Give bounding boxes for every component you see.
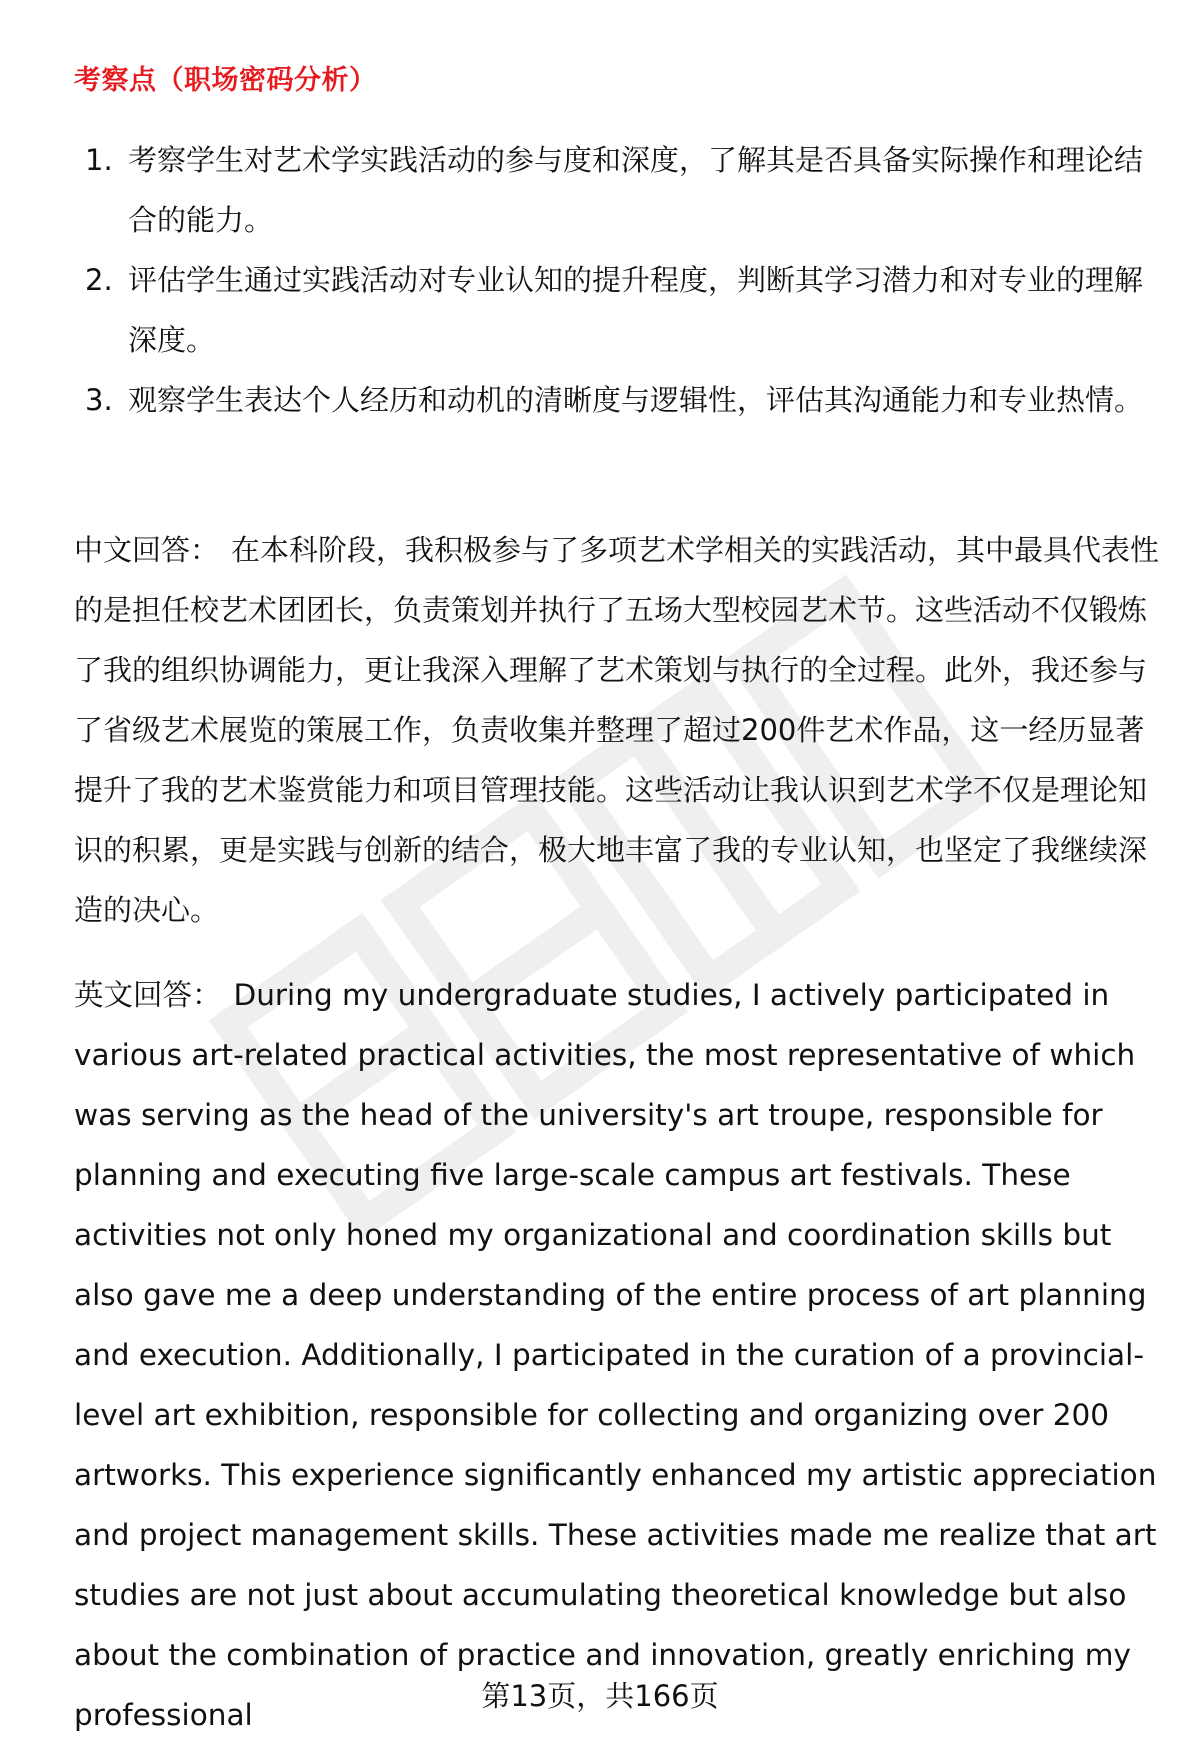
list-item [80, 370, 1160, 430]
english-answer-label: 英文回答： [74, 978, 222, 1012]
list-item-text: 考察学生对艺术学实践活动的参与度和深度，了解其是否具备实际操作和理论结合的能力。 [128, 143, 1144, 237]
chinese-answer-text: 在本科阶段，我积极参与了多项艺术学相关的实践活动，其中最具代表性的是担任校艺术团团长，负责策划并执行了五场大型校园艺术节。这些活动不仅锻炼了我的组织协调能力，更让我深入理解了艺术策划与执行的全过程。此外，我还参与了省级艺术展览的策展工作，负责收集并整理了超过200件艺术作品，这一经历显著提升了我的艺术鉴赏能力和项目管理技能。这些活动让我认识到艺术学不仅是理论知识的积累，更是实践与创新的结合，极大地丰富了我的专业认知，也坚定了我继续深造的决心。 [74, 533, 1160, 927]
list-item-text: 观察学生表达个人经历和动机的清晰度与逻辑性，评估其沟通能力和专业热情。 [128, 383, 1144, 417]
assessment-points-list [80, 130, 1160, 430]
section-heading: 考察点（职场密码分析） [74, 65, 377, 96]
english-answer-paragraph [74, 965, 1164, 1745]
list-item [80, 250, 1160, 370]
list-item-number: 3. [85, 383, 113, 417]
list-item [80, 130, 1160, 250]
list-item-number: 1. [85, 143, 113, 177]
page-number-footer: 第13页，共166页 [481, 1679, 719, 1713]
list-item-text: 评估学生通过实践活动对专业认知的提升程度，判断其学习潜力和对专业的理解深度。 [128, 263, 1144, 357]
chinese-answer-label: 中文回答： [74, 533, 220, 567]
list-item-number: 2. [85, 263, 113, 297]
chinese-answer-paragraph [74, 520, 1164, 940]
english-answer-text: During my undergraduate studies, I actively participated in various art-related practical activities, the most representative of which was serving as the head of the university's art troupe, responsible for planning and executing five large-scale campus art festivals. These activities not only honed my organizational and coordination skills but also gave me a deep understanding of the entire process of art planning and execution. Additionally, I participated in the curation of a provincial-level art exhibition, responsible for collecting and organizing over 200 artworks. This experience significantly enhanced my artistic appreciation and project management skills. These activities made me realize that art studies are not just about accumulating theoretical knowledge but also about the combination of practice and innovation, greatly enriching my professional [74, 978, 1157, 1732]
